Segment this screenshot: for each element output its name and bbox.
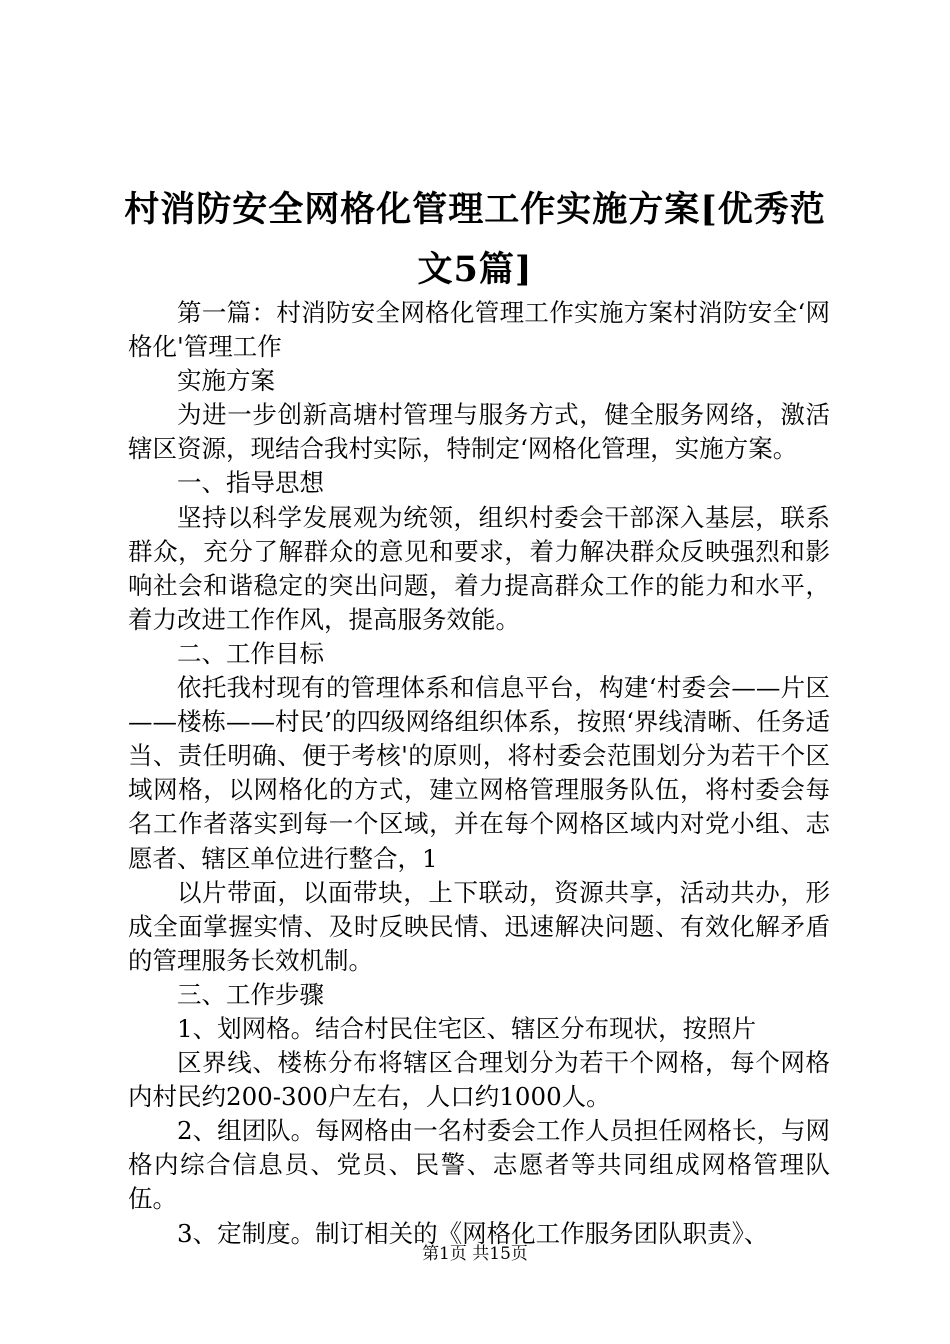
document-body	[128, 296, 830, 1251]
paragraph-step-3: 3、定制度。制订相关的《网格化工作服务团队职责》、	[177, 1218, 769, 1248]
document-title: 村消防安全网格化管理工作实施方案[优秀范文5篇]	[124, 189, 826, 290]
paragraph-step-1-continued: 区界线、楼栋分布将辖区合理划分为若干个网格，每个网格内村民约200-300户左右，人口约1000人。	[128, 1048, 830, 1112]
section-heading-work-goal: 二、工作目标	[177, 638, 324, 668]
paragraph-guiding-thought: 坚持以科学发展观为统领，组织村委会干部深入基层，联系群众，充分了解群众的意见和要求，着力解决群众反映强烈和影响社会和谐稳定的突出问题，着力提高群众工作的能力和水平，着力改进工作作风，提高服务效能。	[128, 502, 830, 634]
paragraph-step-2: 2、组团队。每网格由一名村委会工作人员担任网格长，与网格内综合信息员、党员、民警、志愿者等共同组成网格管理队伍。	[128, 1116, 830, 1214]
paragraph-chapter-heading: 第一篇：村消防安全网格化管理工作实施方案村消防安全‘网格化'管理工作	[128, 298, 830, 362]
paragraph-work-goal-continued: 以片带面，以面带块，上下联动，资源共享，活动共办，形成全面掌握实情、及时反映民情、迅速解决问题、有效化解矛盾的管理服务长效机制。	[128, 877, 830, 975]
paragraph-work-goal: 依托我村现有的管理体系和信息平台，构建‘村委会——片区——楼栋——村民’的四级网络组织体系，按照‘界线清晰、任务适当、责任明确、便于考核'的原则，将村委会范围划分为若干个区域网格，以网格化的方式，建立网格管理服务队伍，将村委会每名工作者落实到每一个区域，并在每个网格区域内对党小组、志愿者、辖区单位进行整合，1	[128, 673, 830, 873]
section-heading-guiding-thought: 一、指导思想	[177, 468, 324, 498]
page-number-footer: 第1页 共15页	[422, 1244, 528, 1264]
section-heading-work-steps: 三、工作步骤	[177, 979, 324, 1009]
paragraph-step-1: 1、划网格。结合村民住宅区、辖区分布现状，按照片	[177, 1013, 757, 1043]
paragraph-intro: 为进一步创新高塘村管理与服务方式，健全服务网络，激活辖区资源，现结合我村实际，特制定‘网格化管理，实施方案。	[128, 400, 830, 464]
paragraph-subtitle: 实施方案	[177, 366, 275, 396]
